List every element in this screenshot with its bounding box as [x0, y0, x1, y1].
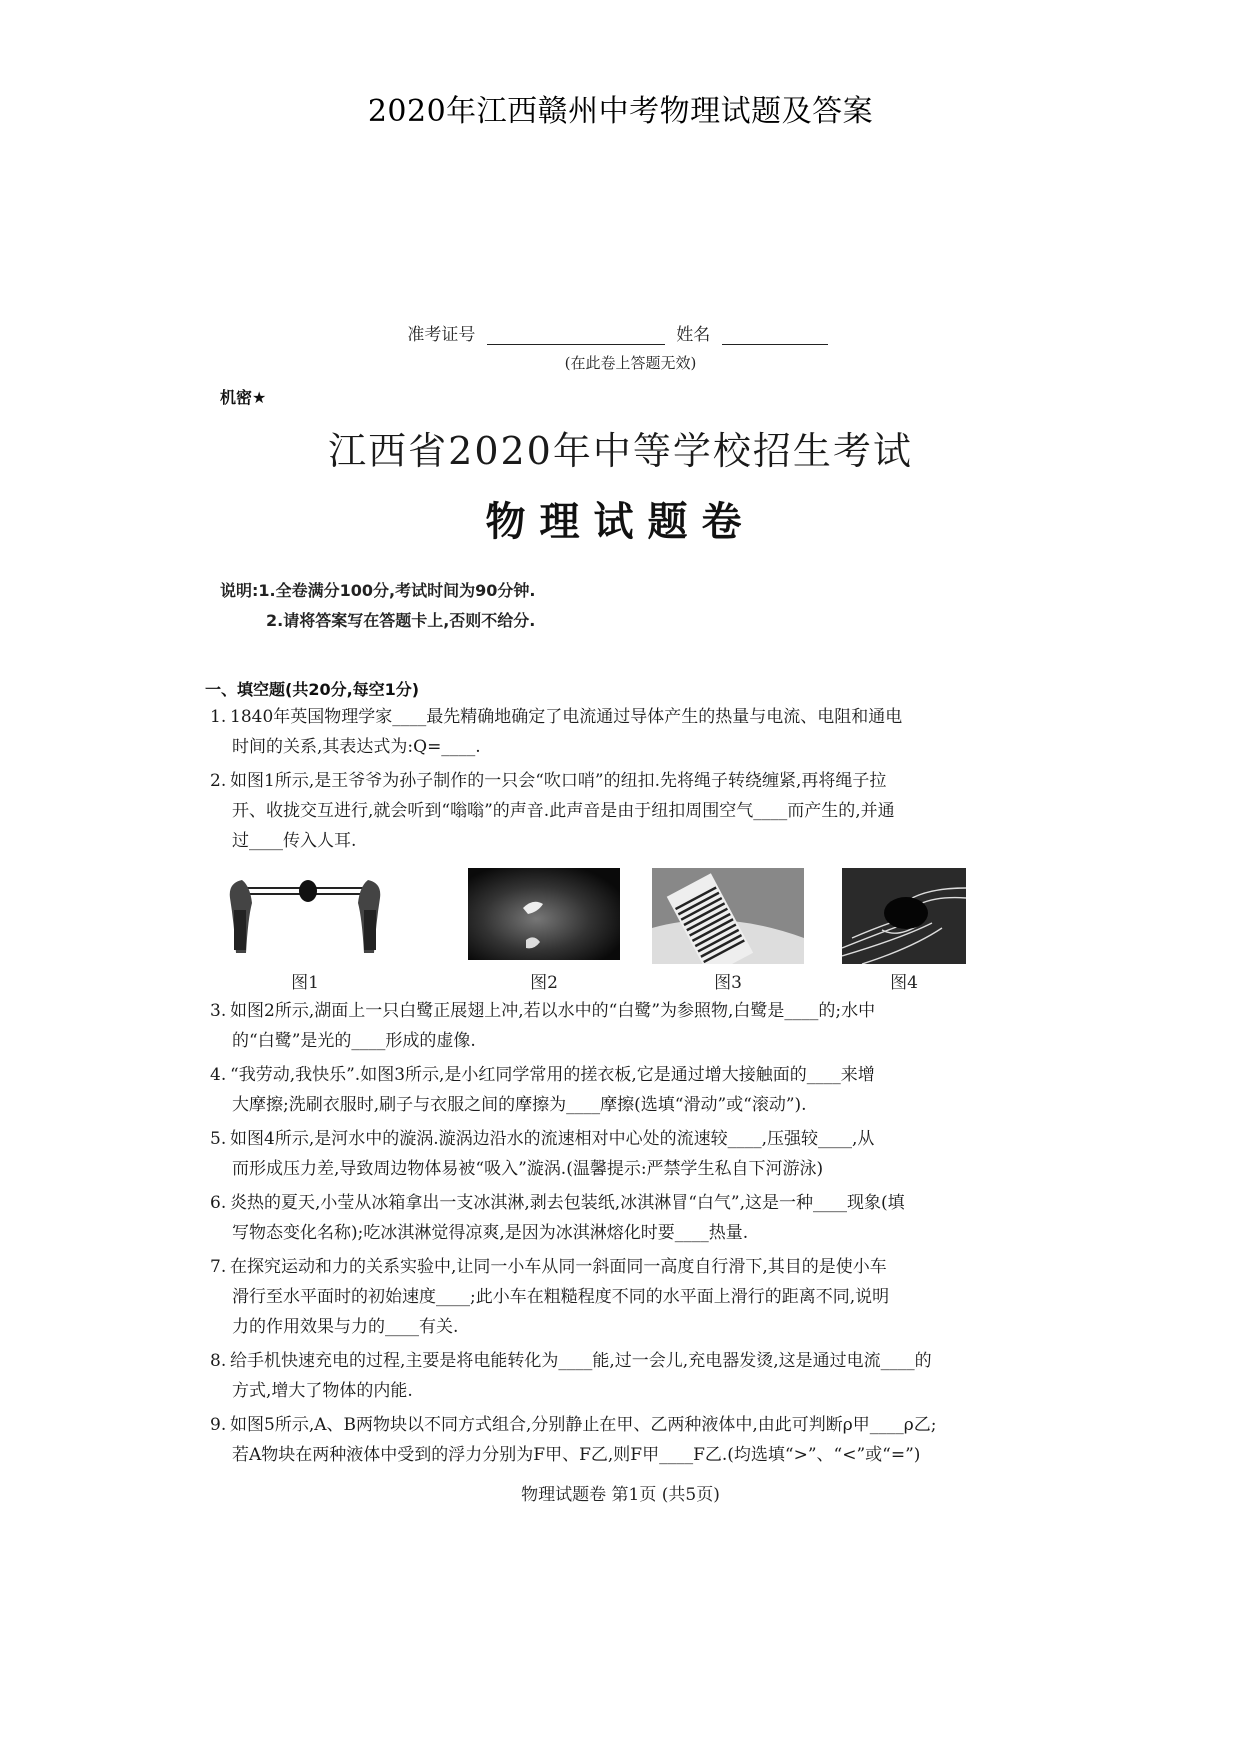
document-title: 2020年江西赣州中考物理试题及答案 — [367, 94, 874, 129]
exam-note: (在此卷上答题无效) — [564, 354, 697, 372]
instructions-label: 说明: — [220, 581, 259, 600]
figure-3-caption: 图3 — [714, 973, 742, 993]
question-6: 6. 炎热的夏天,小莹从冰箱拿出一支冰淇淋,剥去包装纸,冰淇淋冒“白气”,这是一种____现象(填 写物态变化名称);吃冰淇淋觉得凉爽,是因为冰淇淋熔化时要____热量. — [210, 1193, 905, 1243]
question-1: 1. 1840年英国物理学家____最先精确地确定了电流通过导体产生的热量与电流、电阻和通电 时间的关系,其表达式为:Q=____. — [210, 707, 903, 757]
question-2: 2. 如图1所示,是王爷爷为孙子制作的一只会“吹口哨”的纽扣.先将绳子转绕缠紧,再将绳子拉 开、收拢交互进行,就会听到“嗡嗡”的声音.此声音是由于纽扣周围空气____而产生的,并通 过____传入人耳. — [210, 771, 895, 851]
exam-id-label: 准考证号 — [407, 325, 476, 345]
instruction-1: 说明:1.全卷满分100分,考试时间为90分钟. — [220, 581, 536, 600]
figure-2-caption: 图2 — [530, 973, 558, 993]
exam-name: 江西省2020年中等学校招生考试 — [328, 429, 913, 473]
section-title: 一、填空题(共20分,每空1分) — [205, 680, 420, 699]
figures-row — [210, 868, 1040, 993]
page-footer: 物理试题卷 第1页 (共5页) — [521, 1485, 720, 1505]
paper-title: 物理试题卷 — [485, 499, 756, 545]
exam-id-field[interactable] — [487, 327, 665, 345]
figure-3-image — [652, 868, 804, 964]
instructions — [220, 576, 535, 636]
figure-1-image — [220, 868, 390, 958]
exam-id-row — [0, 320, 1241, 345]
secret-mark: 机密★ — [220, 388, 267, 407]
name-field[interactable] — [722, 327, 828, 345]
figure-1-caption: 图1 — [291, 973, 319, 993]
name-label: 姓名 — [676, 325, 711, 345]
question-3: 3. 如图2所示,湖面上一只白鹭正展翅上冲,若以水中的“白鹭”为参照物,白鹭是____的;水中 的“白鹭”是光的____形成的虚像. — [210, 1001, 876, 1051]
question-7: 7. 在探究运动和力的关系实验中,让同一小车从同一斜面同一高度自行滑下,其目的是使小车 滑行至水平面时的初始速度____;此小车在粗糙程度不同的水平面上滑行的距离不同,说明 力的作用效果与力的____有关. — [210, 1257, 890, 1337]
figure-4-image — [842, 868, 966, 964]
figure-4-caption: 图4 — [890, 973, 918, 993]
figure-2-image — [468, 868, 620, 960]
question-8: 8. 给手机快速充电的过程,主要是将电能转化为____能,过一会儿,充电器发烫,这是通过电流____的 方式,增大了物体的内能. — [210, 1351, 932, 1401]
question-5: 5. 如图4所示,是河水中的漩涡.漩涡边沿水的流速相对中心处的流速较____,压强较____,从 而形成压力差,导致周边物体易被“吸入”漩涡.(温馨提示:严禁学生私自下河游泳) — [210, 1129, 875, 1179]
question-9: 9. 如图5所示,A、B两物块以不同方式组合,分别静止在甲、乙两种液体中,由此可判断ρ甲____ρ乙; 若A物块在两种液体中受到的浮力分别为F甲、F乙,则F甲____F乙.(均选填“>”、“<”或“=”) — [210, 1415, 937, 1465]
instruction-2: 2.请将答案写在答题卡上,否则不给分. — [266, 611, 536, 630]
question-4: 4. “我劳动,我快乐”.如图3所示,是小红同学常用的搓衣板,它是通过增大接触面的____来增 大摩擦;洗刷衣服时,刷子与衣服之间的摩擦为____摩擦(选填“滑动”或“滚动”). — [210, 1065, 875, 1115]
